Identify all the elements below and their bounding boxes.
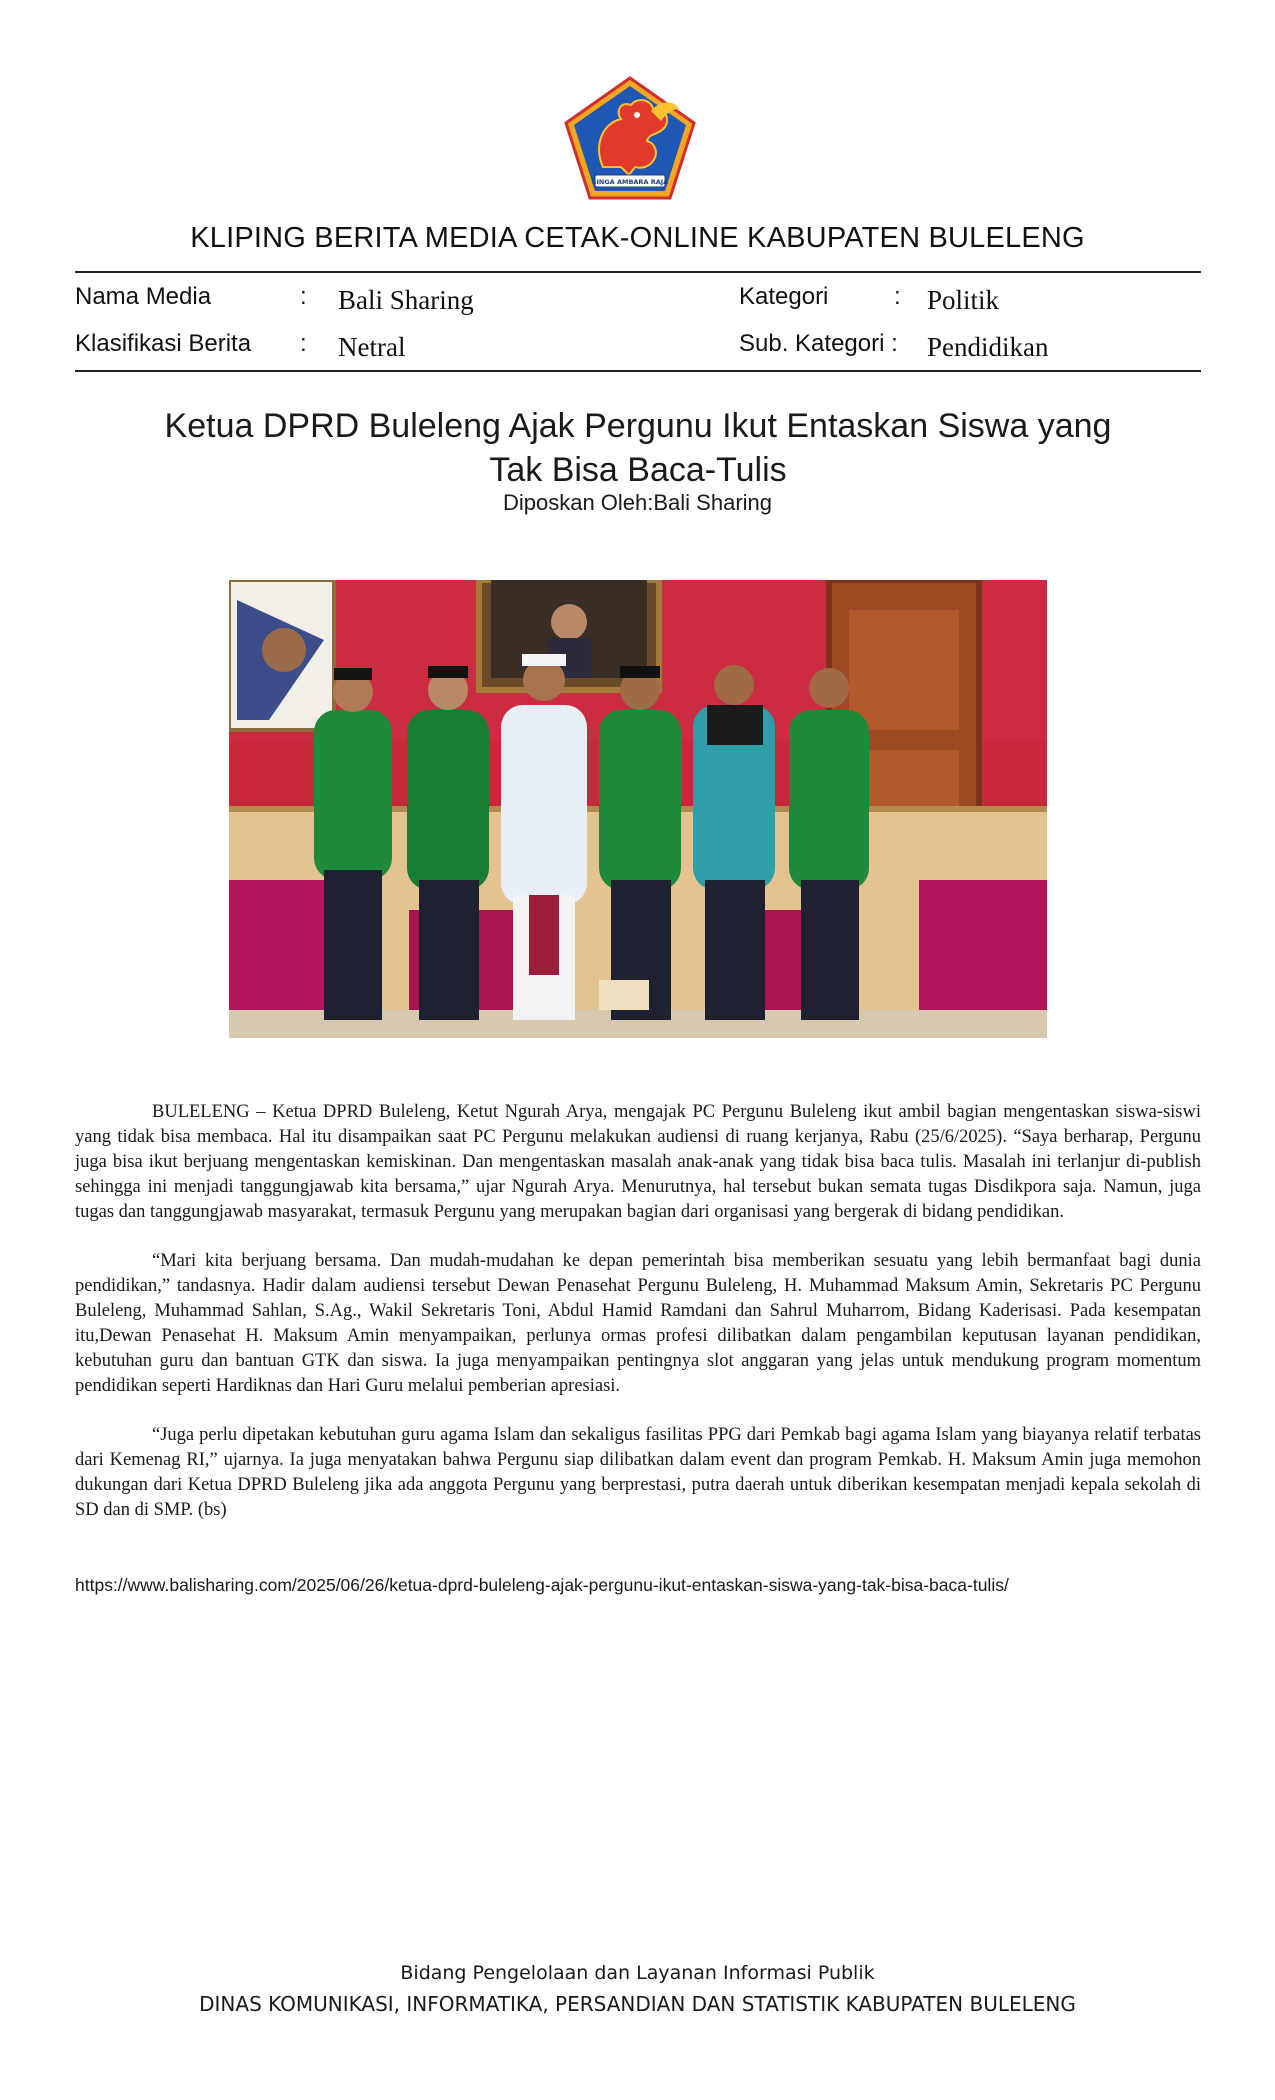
meta-kategori	[739, 283, 1199, 317]
meta-colon: :	[894, 283, 901, 310]
article-paragraph-3: “Juga perlu dipetakan kebutuhan guru agama Islam dan sekaligus fasilitas PPG dari Pemkab bagi agama Islam yang biayanya relatif terbatas dari Kemenag RI,” ujarnya. Ia juga menyatakan bahwa Pergunu siap dilibatkan dalam event dan program Pemkab. H. Maksum Amin juga memohon dukungan dari Ketua DPRD Buleleng jika ada anggota Pergunu yang berprestasi, putra daerah untuk diberikan kesempatan menjadi kepala sekolah di SD dan di SMP. (bs)	[75, 1425, 1201, 1520]
headline-line-2: Tak Bisa Baca-Tulis	[489, 451, 787, 489]
buleleng-emblem-icon	[563, 75, 697, 201]
article-paragraph-2: “Mari kita berjuang bersama. Dan mudah-mudahan ke depan pemerintah bisa memberikan sesuatu yang lebih bermanfaat bagi dunia pendidikan,” tandasnya. Hadir dalam audiensi tersebut Dewan Penasehat Pergunu Buleleng, H. Muhammad Maksum Amin, Sekretaris PC Pergunu Buleleng, Muhammad Sahlan, S.Ag., Wakil Sekretaris Toni, Abdul Hamid Ramdani dan Sahrul Muharrom, Bidang Kaderisasi. Pada kesempatan itu,Dewan Penasehat H. Maksum Amin menyampaikan, perlunya ormas profesi dilibatkan dalam pengambilan keputusan layanan pendidikan, kebutuhan guru dan bantuan GTK dan siswa. Ia juga menyampaikan pentingnya slot anggaran yang jelas untuk mendukung program momentum pendidikan seperti Hardiknas dan Hari Guru melalui pemberian apresiasi.	[75, 1251, 1201, 1396]
meta-sub-kategori-label: Sub. Kategori :	[739, 330, 898, 357]
meta-nama-media-label: Nama Media	[75, 283, 212, 310]
divider-top	[75, 271, 1201, 273]
meta-klasifikasi	[75, 330, 635, 364]
emblem-motto: SINGA AMBARA RAJA	[591, 178, 669, 186]
article-paragraph-1: BULELENG – Ketua DPRD Buleleng, Ketut Ngurah Arya, mengajak PC Pergunu Buleleng ikut ambil bagian mengentaskan siswa-siswi yang tidak bisa membaca. Hal itu disampaikan saat PC Pergunu melakukan audiensi di ruang kerjanya, Rabu (25/6/2025). “Saya berharap, Pergunu juga bisa ikut berjuang mengentaskan kemiskinan. Dan mengentaskan masalah anak-anak yang tidak bisa baca tulis. Masalah ini terlanjur di-publish sehingga ini menjadi tanggungjawab kita bersama,” ujar Ngurah Arya. Menurutnya, hal tersebut bukan semata tugas Disdikpora saja. Namun, juga tugas dan tanggungjawab masyarakat, termasuk Pergunu yang merupakan bagian dari organisasi yang bergerak di bidang pendidikan.	[75, 1102, 1201, 1222]
divider-bottom	[75, 370, 1201, 372]
source-url[interactable]: https://www.balisharing.com/2025/06/26/ketua-dprd-buleleng-ajak-pergunu-ikut-entaskan-siswa-yang-tak-bisa-baca-tulis/	[75, 1575, 1009, 1595]
footer-department: Bidang Pengelolaan dan Layanan Informasi Publik	[400, 1962, 875, 1984]
meta-colon: :	[300, 283, 307, 310]
meta-sub-kategori-value: Pendidikan	[927, 332, 1049, 362]
clipping-title: KLIPING BERITA MEDIA CETAK-ONLINE KABUPATEN BULELENG	[190, 222, 1085, 254]
meta-nama-media	[75, 283, 635, 317]
meta-nama-media-value: Bali Sharing	[338, 285, 474, 315]
meta-kategori-value: Politik	[927, 285, 1000, 315]
article-body	[75, 1100, 1201, 1547]
meta-colon: :	[300, 330, 307, 357]
headline-line-1: Ketua DPRD Buleleng Ajak Pergunu Ikut Entaskan Siswa yang	[164, 407, 1112, 445]
meta-klasifikasi-value: Netral	[338, 332, 406, 362]
meta-kategori-label: Kategori	[739, 283, 829, 310]
article-headline	[75, 404, 1201, 492]
article-byline: Diposkan Oleh:Bali Sharing	[502, 490, 773, 515]
footer-agency: DINAS KOMUNIKASI, INFORMATIKA, PERSANDIAN DAN STATISTIK KABUPATEN BULELENG	[199, 1992, 1076, 2016]
meta-klasifikasi-label: Klasifikasi Berita	[75, 330, 252, 357]
article-photo	[229, 580, 1047, 1038]
meta-sub-kategori	[739, 330, 1199, 364]
